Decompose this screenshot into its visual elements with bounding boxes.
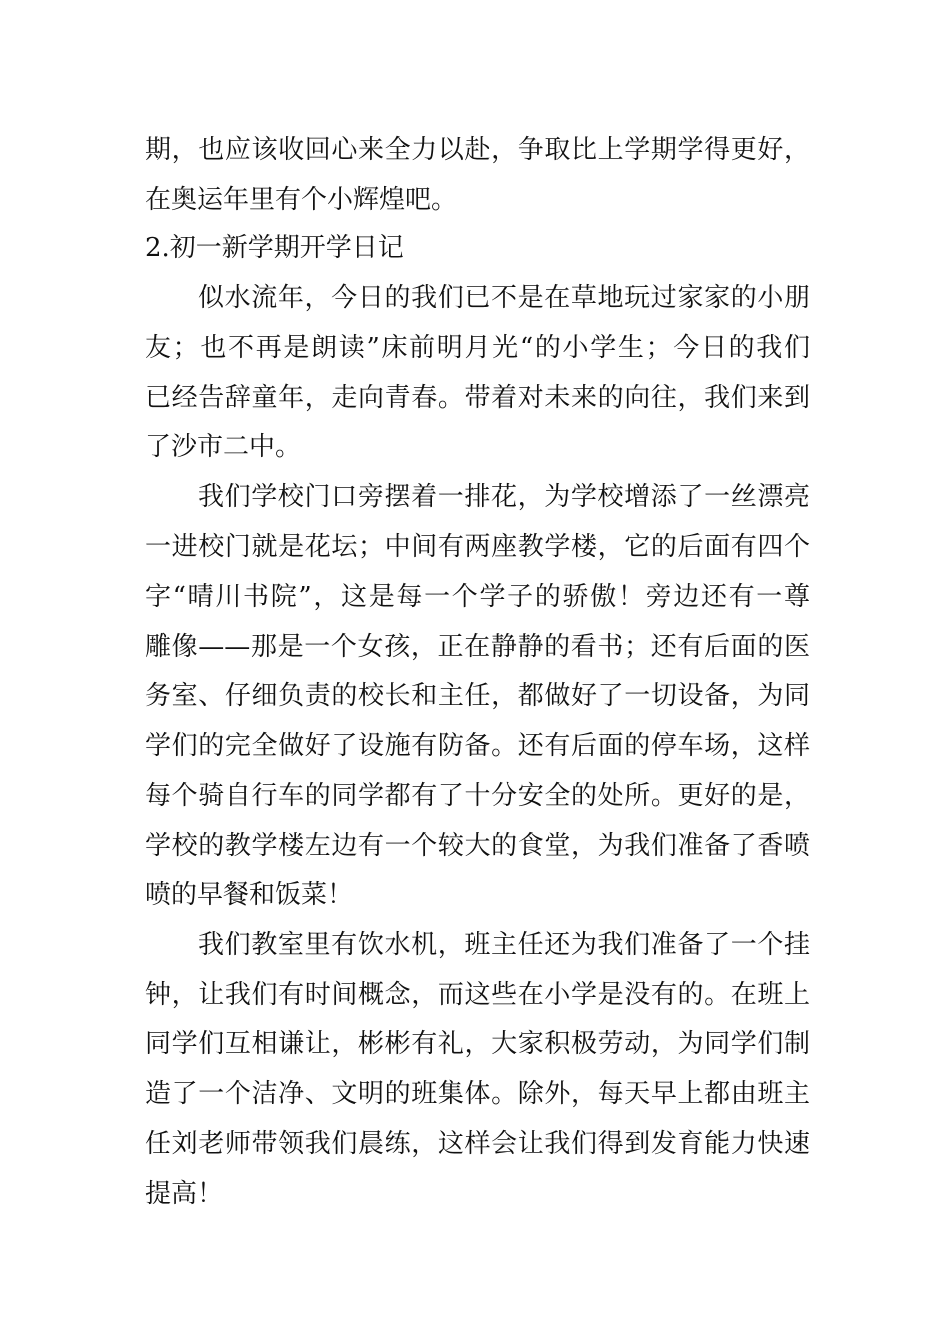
text-line: 务室、仔细负责的校长和主任，都做好了一切设备，为同	[145, 681, 810, 711]
text-line: 一进校门就是花坛；中间有两座教学楼，它的后面有四个	[145, 532, 810, 562]
text-line: 友；也不再是朗读”床前明月光“的小学生；今日的我们	[145, 333, 810, 363]
text-line: 我们教室里有饮水机，班主任还为我们准备了一个挂	[198, 930, 810, 960]
text-line: 钟，让我们有时间概念，而这些在小学是没有的。在班上	[145, 980, 810, 1010]
text-line: 同学们互相谦让，彬彬有礼，大家积极劳动，为同学们制	[145, 1029, 810, 1059]
text-line: 了沙市二中。	[145, 432, 302, 462]
text-line: 已经告辞童年，走向青春。带着对未来的向往，我们来到	[145, 383, 810, 413]
text-line: 学们的完全做好了设施有防备。还有后面的停车场，这样	[145, 731, 810, 761]
text-line: 提高！	[145, 1179, 224, 1209]
section-heading: 2.初一新学期开学日记	[145, 233, 404, 263]
text-line: 学校的教学楼左边有一个较大的食堂，为我们准备了香喷	[145, 831, 810, 861]
text-line: 任刘老师带领我们晨练，这样会让我们得到发育能力快速	[145, 1129, 810, 1159]
text-line: 雕像——那是一个女孩，正在静静的看书；还有后面的医	[145, 632, 810, 662]
text-line: 喷的早餐和饭菜！	[145, 880, 354, 910]
text-line: 似水流年，今日的我们已不是在草地玩过家家的小朋	[198, 283, 810, 313]
text-line: 字“晴川书院”，这是每一个学子的骄傲！旁边还有一尊	[145, 582, 810, 612]
text-line: 造了一个洁净、文明的班集体。除外，每天早上都由班主	[145, 1079, 810, 1109]
text-line: 在奥运年里有个小辉煌吧。	[145, 185, 458, 215]
text-line: 我们学校门口旁摆着一排花，为学校增添了一丝漂亮	[198, 482, 810, 512]
text-line: 每个骑自行车的同学都有了十分安全的处所。更好的是，	[145, 781, 810, 811]
text-line: 期，也应该收回心来全力以赴，争取比上学期学得更好，	[145, 135, 810, 165]
